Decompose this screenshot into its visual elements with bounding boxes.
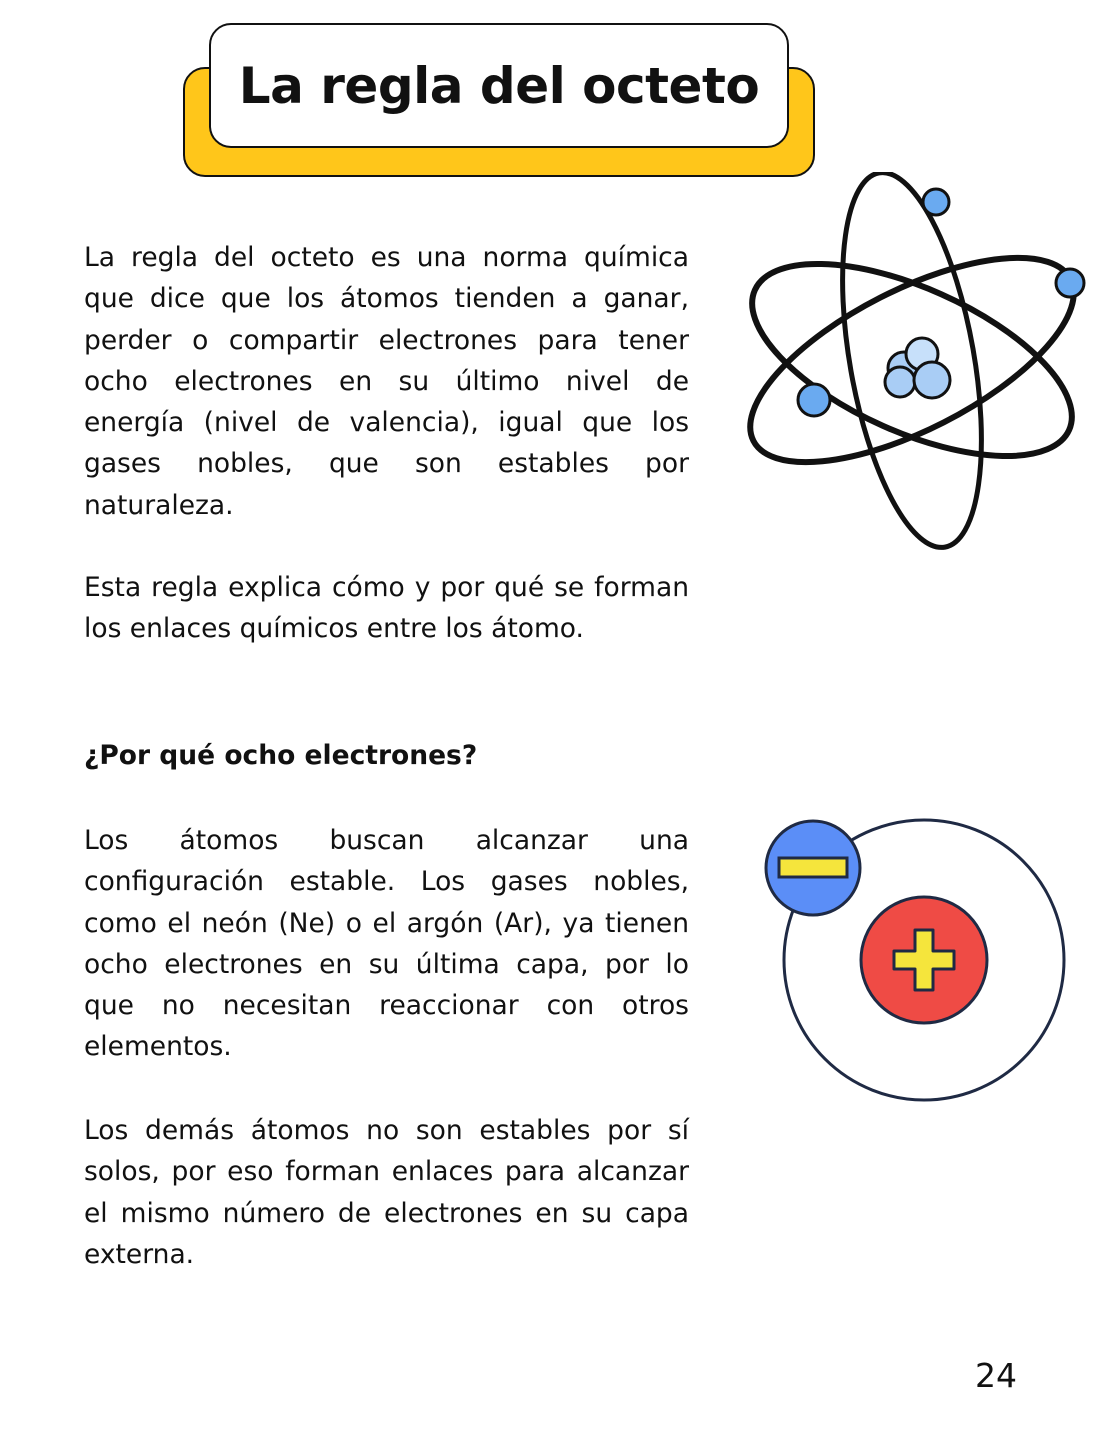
- negative-electron: [766, 821, 860, 915]
- title-banner: [209, 23, 789, 148]
- electron-left: [798, 384, 830, 416]
- minus-icon: [779, 858, 847, 877]
- section-heading: ¿Por qué ocho electrones?: [84, 740, 478, 771]
- page-number: 24: [975, 1356, 1017, 1395]
- atom-icon: [722, 172, 1102, 562]
- noble-gases-paragraph: Los átomos buscan alcanzar una configuración estable. Los gases nobles, como el neón (Ne) o el argón (Ar), ya tienen ocho electrones en su última capa, por lo que no necesitan reaccionar con otros elementos.: [84, 825, 689, 1063]
- positive-nucleus: [861, 897, 987, 1023]
- bonds-paragraph: Esta regla explica cómo y por qué se forman los enlaces químicos entre los átomo.: [84, 572, 689, 645]
- nucleus: [885, 338, 950, 398]
- charge-orbit-icon: [760, 815, 1080, 1115]
- intro-paragraph: La regla del octeto es una norma química que dice que los átomos tienden a ganar, perder o compartir electrones para tener ocho electrones en su último nivel de energía (nivel de valencia), igual que los gases nobles, que son estables por naturaleza.: [84, 242, 689, 521]
- page-title: La regla del octeto: [238, 56, 760, 115]
- electron-right: [1056, 269, 1084, 297]
- other-atoms-paragraph: Los demás átomos no son estables por sí solos, por eso forman enlaces para alcanzar el mismo número de electrones en su capa externa.: [84, 1115, 689, 1270]
- electron-top: [923, 189, 949, 215]
